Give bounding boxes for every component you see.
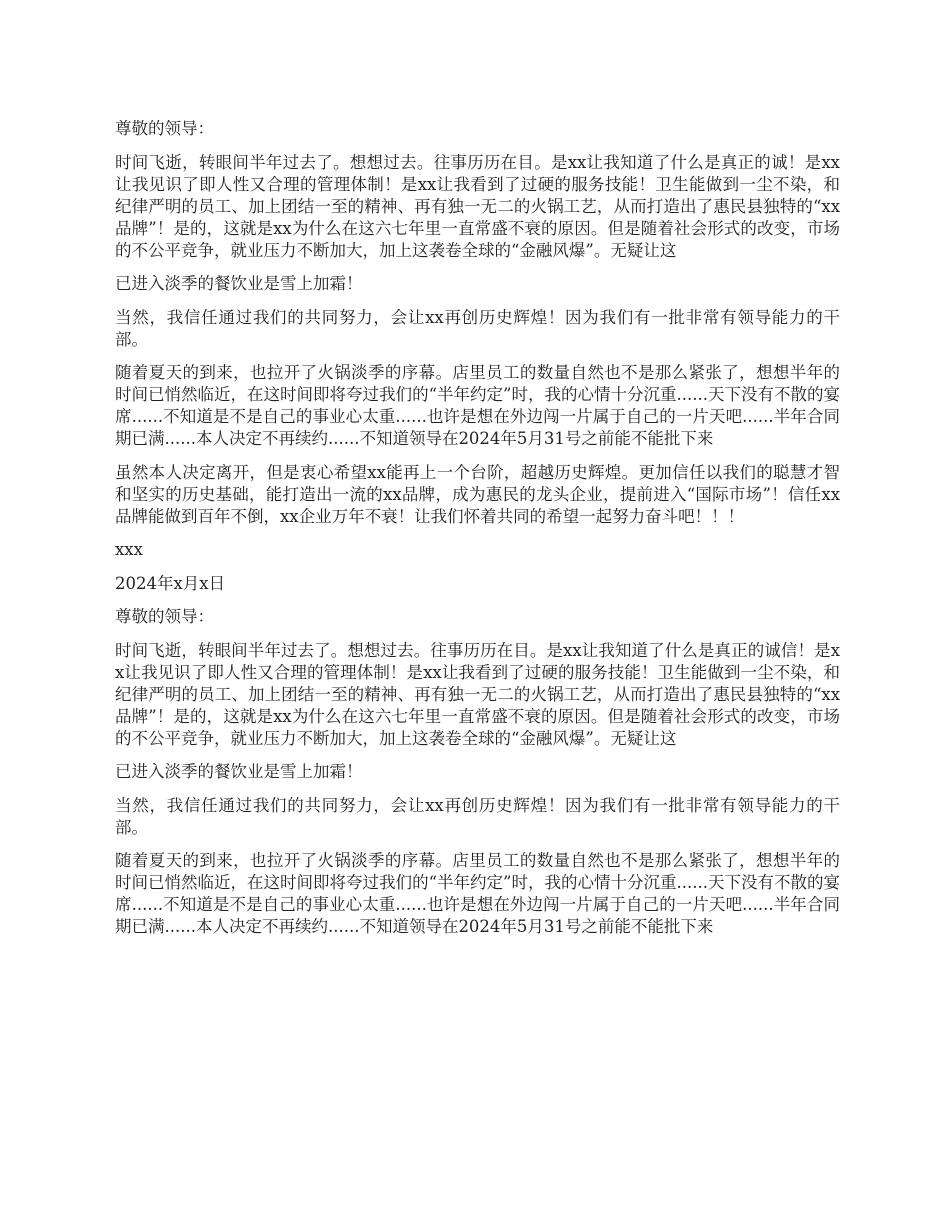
body-paragraph: 虽然本人决定离开，但是衷心希望xx能再上一个台阶，超越历史辉煌。更加信任以我们的聪慧才智和坚实的历史基础，能打造出一流的xx品牌，成为惠民的龙头企业，提前进入“国际市场”！信任xx品牌能做到百年不倒，xx企业万年不衰！让我们怀着共同的希望一起努力奋斗吧！！！ xyxy=(115,462,840,526)
body-paragraph: 时间飞逝，转眼间半年过去了。想想过去。往事历历在目。是xx让我知道了什么是真正的诚信！是xx让我见识了即人性又合理的管理体制！是xx让我看到了过硬的服务技能！卫生能做到一尘不染，和纪律严明的员工、加上团结一至的精神、再有独一无二的火锅工艺，从而打造出了惠民县独特的“xx品牌”！是的，这就是xx为什么在这六七年里一直常盛不衰的原因。但是随着社会形式的改变，市场的不公平竞争，就业压力不断加大，加上这袭卷全球的“金融风爆”。无疑让这 xyxy=(115,640,840,748)
document-page xyxy=(115,118,840,950)
signature-date: 2024年x月x日 xyxy=(115,573,226,593)
body-paragraph: 已进入淡季的餐饮业是雪上加霜！ xyxy=(115,274,363,293)
salutation: 尊敬的领导： xyxy=(115,607,214,626)
body-paragraph: 随着夏天的到来，也拉开了火锅淡季的序幕。店里员工的数量自然也不是那么紧张了，想想半年的时间已悄然临近，在这时间即将夸过我们的“半年约定”时，我的心情十分沉重......天下没有不散的宴席......不知道是不是自己的事业心太重......也许是想在外边闯一片属于自己的一片天吧......半年合同期已满......本人决定不再续约......不知道领导在2024年5月31号之前能不能批下来 xyxy=(115,363,840,448)
body-paragraph: 当然，我信任通过我们的共同努力，会让xx再创历史辉煌！因为我们有一批非常有领导能力的干部。 xyxy=(115,795,840,837)
body-paragraph: 时间飞逝，转眼间半年过去了。想想过去。往事历历在目。是xx让我知道了什么是真正的诚！是xx让我见识了即人性又合理的管理体制！是xx让我看到了过硬的服务技能！卫生能做到一尘不染，和纪律严明的员工、加上团结一至的精神、再有独一无二的火锅工艺，从而打造出了惠民县独特的“xx品牌”！是的，这就是xx为什么在这六七年里一直常盛不衰的原因。但是随着社会形式的改变，市场的不公平竞争，就业压力不断加大，加上这袭卷全球的“金融风爆”。无疑让这 xyxy=(115,152,840,260)
signature-name: xxx xyxy=(115,540,143,559)
body-paragraph: 随着夏天的到来，也拉开了火锅淡季的序幕。店里员工的数量自然也不是那么紧张了，想想半年的时间已悄然临近，在这时间即将夸过我们的“半年约定”时，我的心情十分沉重......天下没有不散的宴席......不知道是不是自己的事业心太重......也许是想在外边闯一片属于自己的一片天吧......半年合同期已满......本人决定不再续约......不知道领导在2024年5月31号之前能不能批下来 xyxy=(115,851,840,936)
body-paragraph: 已进入淡季的餐饮业是雪上加霜！ xyxy=(115,762,363,781)
body-paragraph: 当然，我信任通过我们的共同努力，会让xx再创历史辉煌！因为我们有一批非常有领导能力的干部。 xyxy=(115,307,840,349)
salutation: 尊敬的领导： xyxy=(115,119,214,138)
